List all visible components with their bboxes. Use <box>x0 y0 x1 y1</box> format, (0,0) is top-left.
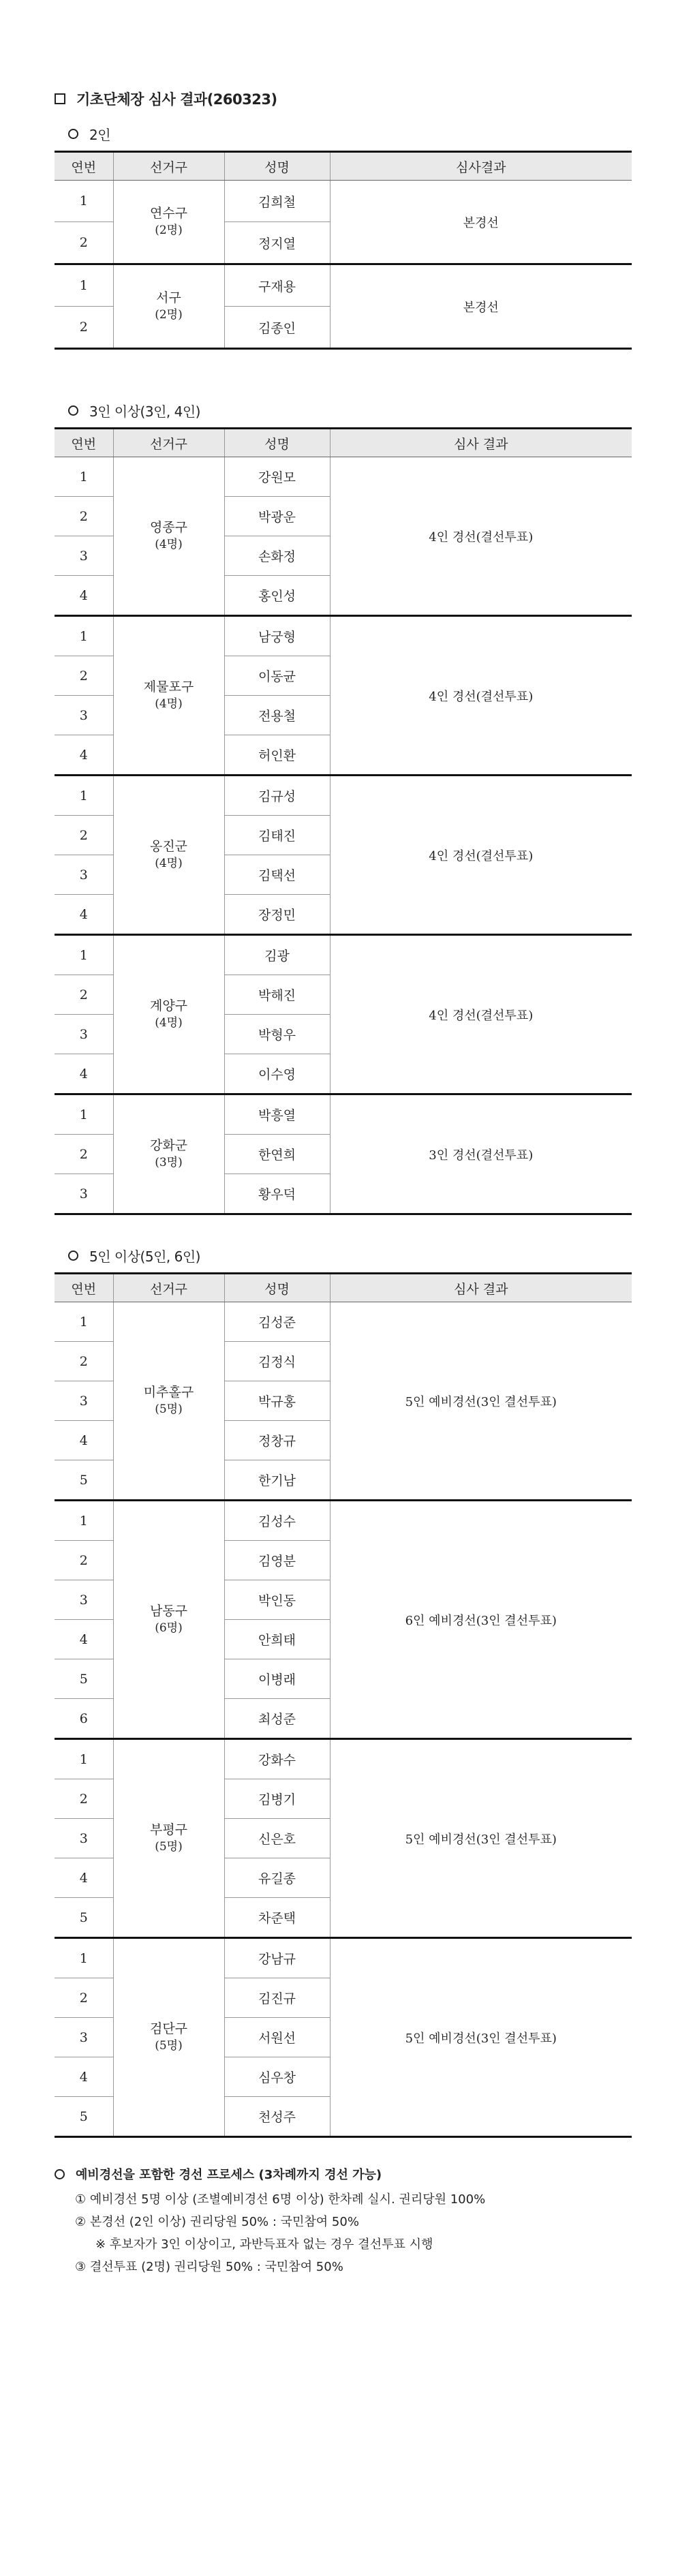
row-number: 1 <box>55 457 113 497</box>
candidate-name: 박규홍 <box>224 1381 330 1421</box>
district-name: 강화군 <box>149 1138 188 1154</box>
candidate-name: 한연희 <box>224 1135 330 1174</box>
district-name: 계양구 <box>149 998 188 1014</box>
table-row <box>55 935 632 975</box>
candidate-count: (5명) <box>155 1839 183 1854</box>
results-table <box>55 151 632 350</box>
row-number: 1 <box>55 181 113 222</box>
district-name: 미추홀구 <box>143 1385 194 1400</box>
district-cell <box>113 776 224 935</box>
row-number: 5 <box>55 2097 113 2137</box>
row-number: 2 <box>55 1779 113 1819</box>
section-title <box>55 1246 632 1266</box>
district-cell <box>113 1739 224 1938</box>
candidate-name: 박흥열 <box>224 1094 330 1135</box>
table-row <box>55 1739 632 1779</box>
header-district: 선거구 <box>113 429 224 457</box>
district-group <box>55 616 632 776</box>
review-result: 3인 경선(결선투표) <box>330 1094 632 1214</box>
document <box>55 89 632 2278</box>
candidate-name: 이수영 <box>224 1054 330 1094</box>
notes-section <box>55 2165 632 2278</box>
candidate-name: 김희철 <box>224 181 330 222</box>
row-number: 4 <box>55 895 113 935</box>
row-number: 3 <box>55 1819 113 1858</box>
candidate-name: 박해진 <box>224 975 330 1015</box>
district-group <box>55 264 632 349</box>
note-line: ① 예비경선 5명 이상 (조별예비경선 6명 이상) 한차례 실시. 권리당원 100% <box>75 2192 486 2207</box>
row-number: 4 <box>55 1858 113 1898</box>
row-number: 1 <box>55 616 113 656</box>
candidate-name: 김병기 <box>224 1779 330 1819</box>
candidate-count: (4명) <box>155 856 183 870</box>
candidate-name: 박광운 <box>224 497 330 536</box>
district-group <box>55 1501 632 1739</box>
candidate-count: (5명) <box>155 2038 183 2053</box>
row-number: 2 <box>55 816 113 855</box>
note-line: ③ 결선투표 (2명) 권리당원 50% : 국민참여 50% <box>75 2260 343 2274</box>
row-number: 3 <box>55 1381 113 1421</box>
candidate-name: 정창규 <box>224 1421 330 1460</box>
candidate-name: 김광 <box>224 935 330 975</box>
review-result: 본경선 <box>330 181 632 264</box>
row-number: 6 <box>55 1699 113 1739</box>
candidate-count: (5명) <box>155 1402 183 1416</box>
circle-bullet-icon <box>68 129 78 139</box>
row-number: 4 <box>55 1054 113 1094</box>
candidate-name: 구재용 <box>224 264 330 307</box>
header-name: 성명 <box>224 152 330 181</box>
header-row <box>55 1274 632 1302</box>
district-name: 부평구 <box>149 1822 188 1838</box>
candidate-name: 최성준 <box>224 1699 330 1739</box>
header-result: 심사 결과 <box>330 429 632 457</box>
circle-bullet-icon <box>68 1251 78 1261</box>
row-number: 2 <box>55 497 113 536</box>
review-result: 5인 예비경선(3인 결선투표) <box>330 1938 632 2137</box>
row-number: 4 <box>55 1620 113 1659</box>
main-title-text: 기초단체장 심사 결과(260323) <box>76 91 277 108</box>
review-result: 본경선 <box>330 264 632 349</box>
candidate-name: 유길종 <box>224 1858 330 1898</box>
section-block <box>55 401 632 1215</box>
table-row <box>55 181 632 222</box>
header-row <box>55 152 632 181</box>
row-number: 4 <box>55 576 113 616</box>
header-result: 심사 결과 <box>330 1274 632 1302</box>
review-result: 4인 경선(결선투표) <box>330 935 632 1094</box>
candidate-name: 강남규 <box>224 1938 330 1978</box>
row-number: 5 <box>55 1898 113 1938</box>
candidate-name: 이병래 <box>224 1659 330 1699</box>
row-number: 3 <box>55 855 113 895</box>
candidate-name: 김택선 <box>224 855 330 895</box>
candidate-name: 김성준 <box>224 1302 330 1342</box>
row-number: 1 <box>55 1501 113 1541</box>
row-number: 2 <box>55 1135 113 1174</box>
candidate-count: (2명) <box>155 307 183 322</box>
row-number: 5 <box>55 1659 113 1699</box>
table-row <box>55 1501 632 1541</box>
candidate-name: 천성주 <box>224 2097 330 2137</box>
table-row <box>55 264 632 307</box>
row-number: 1 <box>55 935 113 975</box>
note-line: ※ 후보자가 3인 이상이고, 과반득표자 없는 경우 결선투표 시행 <box>95 2237 433 2252</box>
row-number: 3 <box>55 2018 113 2057</box>
district-cell <box>113 1938 224 2137</box>
section-title-text: 5인 이상(5인, 6인) <box>89 1248 200 1265</box>
candidate-name: 정지열 <box>224 222 330 264</box>
candidate-count: (4명) <box>155 696 183 711</box>
candidate-count: (3명) <box>155 1155 183 1169</box>
results-table <box>55 427 632 1215</box>
circle-bullet-icon <box>68 405 78 416</box>
header-result: 심사결과 <box>330 152 632 181</box>
district-group <box>55 181 632 264</box>
main-title <box>55 89 632 109</box>
candidate-name: 장정민 <box>224 895 330 935</box>
district-group <box>55 1302 632 1501</box>
district-group <box>55 1094 632 1214</box>
district-name: 영종구 <box>149 520 188 536</box>
candidate-name: 차준택 <box>224 1898 330 1938</box>
table-row <box>55 457 632 497</box>
district-name: 옹진군 <box>149 839 188 855</box>
candidate-name: 남궁형 <box>224 616 330 656</box>
table-row <box>55 1938 632 1978</box>
candidate-name: 안희태 <box>224 1620 330 1659</box>
notes-title <box>55 2165 632 2183</box>
header-number: 연번 <box>55 152 113 181</box>
candidate-name: 박인동 <box>224 1580 330 1620</box>
candidate-count: (2명) <box>155 223 183 237</box>
candidate-count: (6명) <box>155 1621 183 1635</box>
candidate-name: 김진규 <box>224 1978 330 2018</box>
candidate-name: 서원선 <box>224 2018 330 2057</box>
candidate-count: (4명) <box>155 537 183 551</box>
note-line: ② 본경선 (2인 이상) 권리당원 50% : 국민참여 50% <box>75 2215 359 2229</box>
section-title-text: 3인 이상(3인, 4인) <box>89 403 200 420</box>
district-name: 서구 <box>156 290 181 306</box>
review-result: 6인 예비경선(3인 결선투표) <box>330 1501 632 1739</box>
row-number: 4 <box>55 1421 113 1460</box>
review-result: 4인 경선(결선투표) <box>330 457 632 616</box>
row-number: 2 <box>55 222 113 264</box>
header-name: 성명 <box>224 429 330 457</box>
district-cell <box>113 935 224 1094</box>
candidate-name: 한기남 <box>224 1460 330 1501</box>
section-title <box>55 124 632 144</box>
candidate-name: 손화정 <box>224 536 330 576</box>
candidate-name: 이동균 <box>224 656 330 696</box>
candidate-name: 강화수 <box>224 1739 330 1779</box>
district-cell <box>113 457 224 616</box>
candidate-name: 전용철 <box>224 696 330 735</box>
candidate-name: 김태진 <box>224 816 330 855</box>
district-group <box>55 1938 632 2137</box>
candidate-name: 김종인 <box>224 307 330 349</box>
row-number: 2 <box>55 1978 113 2018</box>
district-name: 검단구 <box>149 2021 188 2037</box>
sections-container <box>55 124 632 2138</box>
district-name: 연수구 <box>149 206 188 221</box>
district-cell <box>113 616 224 776</box>
district-group <box>55 457 632 616</box>
header-row <box>55 429 632 457</box>
row-number: 4 <box>55 2057 113 2097</box>
table-row <box>55 1302 632 1342</box>
results-table <box>55 1272 632 2138</box>
candidate-name: 홍인성 <box>224 576 330 616</box>
candidate-name: 강원모 <box>224 457 330 497</box>
candidate-name: 허인환 <box>224 735 330 776</box>
district-name: 제물포구 <box>143 679 194 695</box>
row-number: 3 <box>55 1580 113 1620</box>
table-row <box>55 1094 632 1135</box>
review-result: 5인 예비경선(3인 결선투표) <box>330 1739 632 1938</box>
row-number: 3 <box>55 1015 113 1054</box>
row-number: 3 <box>55 696 113 735</box>
district-group <box>55 776 632 935</box>
candidate-name: 황우덕 <box>224 1174 330 1214</box>
header-name: 성명 <box>224 1274 330 1302</box>
row-number: 3 <box>55 536 113 576</box>
review-result: 4인 경선(결선투표) <box>330 616 632 776</box>
candidate-count: (4명) <box>155 1015 183 1030</box>
review-result: 4인 경선(결선투표) <box>330 776 632 935</box>
row-number: 1 <box>55 776 113 816</box>
row-number: 1 <box>55 1094 113 1135</box>
header-district: 선거구 <box>113 152 224 181</box>
district-cell <box>113 1302 224 1501</box>
row-number: 5 <box>55 1460 113 1501</box>
district-name: 남동구 <box>149 1604 188 1619</box>
section-title <box>55 401 632 420</box>
header-number: 연번 <box>55 429 113 457</box>
section-block <box>55 1246 632 2138</box>
square-bullet-icon <box>55 93 65 104</box>
circle-bullet-icon <box>55 2169 65 2179</box>
section-title-text: 2인 <box>89 127 111 143</box>
table-row <box>55 776 632 816</box>
row-number: 1 <box>55 1938 113 1978</box>
candidate-name: 김영분 <box>224 1541 330 1580</box>
review-result: 5인 예비경선(3인 결선투표) <box>330 1302 632 1501</box>
candidate-name: 김규성 <box>224 776 330 816</box>
district-cell <box>113 264 224 349</box>
row-number: 4 <box>55 735 113 776</box>
section-block <box>55 124 632 350</box>
row-number: 2 <box>55 656 113 696</box>
header-number: 연번 <box>55 1274 113 1302</box>
district-cell <box>113 1501 224 1739</box>
row-number: 2 <box>55 975 113 1015</box>
row-number: 2 <box>55 1342 113 1381</box>
row-number: 1 <box>55 1302 113 1342</box>
notes-title-text: 예비경선을 포함한 경선 프로세스 (3차례까지 경선 가능) <box>76 2168 382 2182</box>
row-number: 2 <box>55 307 113 349</box>
candidate-name: 김정식 <box>224 1342 330 1381</box>
row-number: 1 <box>55 264 113 307</box>
header-district: 선거구 <box>113 1274 224 1302</box>
district-cell <box>113 181 224 264</box>
candidate-name: 신은호 <box>224 1819 330 1858</box>
district-cell <box>113 1094 224 1214</box>
row-number: 2 <box>55 1541 113 1580</box>
district-group <box>55 1739 632 1938</box>
candidate-name: 김성수 <box>224 1501 330 1541</box>
table-row <box>55 616 632 656</box>
candidate-name: 심우창 <box>224 2057 330 2097</box>
row-number: 1 <box>55 1739 113 1779</box>
candidate-name: 박형우 <box>224 1015 330 1054</box>
row-number: 3 <box>55 1174 113 1214</box>
district-group <box>55 935 632 1094</box>
